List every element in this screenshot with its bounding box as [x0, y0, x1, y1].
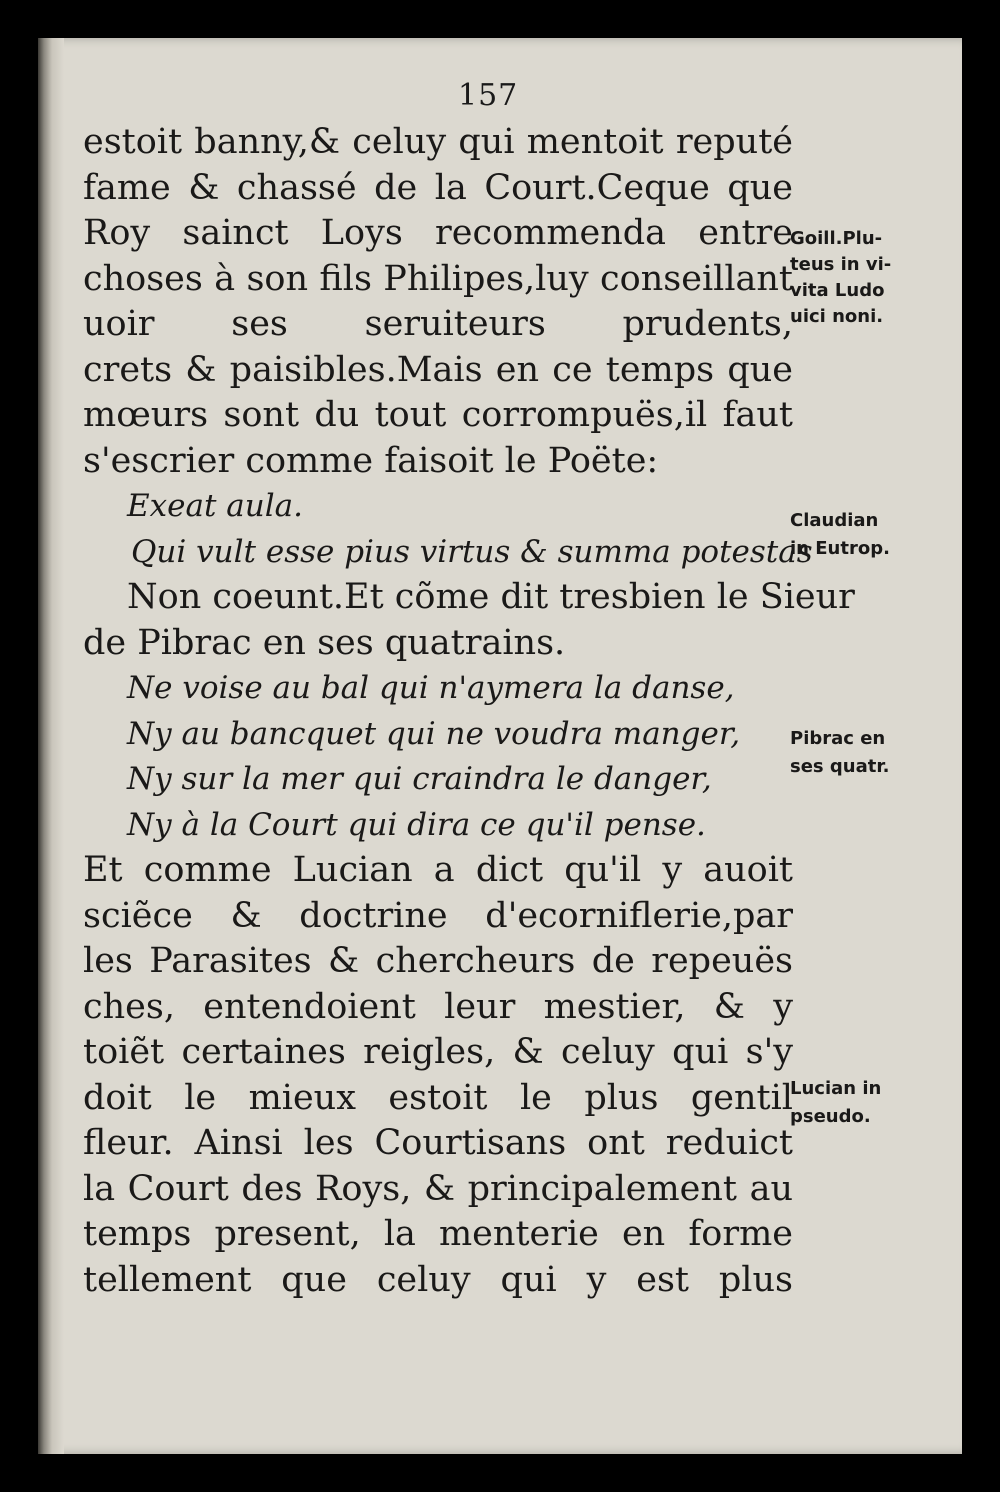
text-line: sciẽce & doctrine d'ecorniflerie,par — [83, 895, 793, 936]
margin-note: in Eutrop. — [790, 538, 890, 559]
margin-note: Claudian — [790, 510, 879, 531]
text-line: uoir ses seruiteurs prudents, — [83, 304, 793, 344]
margin-note: teus in vi- — [790, 254, 892, 275]
text-line: s'escrier comme faisoit le Poëte: — [83, 440, 659, 481]
margin-note: Pibrac en — [790, 728, 886, 749]
text-line: les Parasites & chercheurs de repeuës — [83, 941, 793, 981]
verse-line: Ne voise au bal qui n'aymera la danse, — [127, 670, 735, 706]
text-line: toiẽt certaines reigles, & celuy qui s'y — [83, 1032, 793, 1072]
text-line: Et comme Lucian a dict qu'il y auoit — [83, 850, 793, 890]
text-line: ches, entendoient leur mestier, & y — [83, 986, 793, 1027]
verse-line: Exeat aula. — [127, 488, 303, 524]
text-line: tellement que celuy qui y est plus — [83, 1259, 793, 1300]
text-line: fame & chassé de la Court.Ceque que — [83, 167, 793, 208]
text-line: fleur. Ainsi les Courtisans ont reduict — [83, 1123, 793, 1163]
text-line: choses à son fils Philipes,luy conseillant — [83, 258, 793, 299]
margin-note: ses quatr. — [790, 756, 890, 777]
text-line: Non coeunt.Et cõme dit tresbien le Sieur — [127, 577, 855, 617]
page-number: 157 — [458, 78, 519, 113]
page-binding-shadow — [38, 38, 64, 1454]
text-line: mœurs sont du tout corrompuës,il faut — [83, 395, 793, 435]
text-line: de Pibrac en ses quatrains. — [83, 622, 566, 663]
verse-line: Ny sur la mer qui craindra le danger, — [127, 761, 712, 797]
text-line: crets & paisibles.Mais en ce temps que — [83, 349, 793, 390]
margin-note: Goill.Plu- — [790, 228, 883, 249]
margin-note: Lucian in — [790, 1078, 882, 1099]
text-line: la Court des Roys, & principalement au — [83, 1168, 793, 1209]
text-line: Roy sainct Loys recommenda entre — [83, 213, 793, 253]
margin-note: pseudo. — [790, 1106, 871, 1127]
margin-note: uici noni. — [790, 306, 884, 327]
verse-line: Ny au bancquet qui ne voudra manger, — [127, 715, 741, 752]
verse-line: Ny à la Court qui dira ce qu'il pense. — [127, 806, 706, 843]
text-line: doit le mieux estoit le plus gentil — [83, 1077, 793, 1118]
verse-line: Qui vult esse pius virtus & summa potestas — [131, 533, 813, 570]
margin-note: vita Ludo — [790, 280, 885, 301]
text-line: estoit banny,& celuy qui mentoit reputé — [83, 122, 793, 162]
book-page — [38, 38, 962, 1454]
text-line: temps present, la menterie en forme — [83, 1214, 793, 1254]
